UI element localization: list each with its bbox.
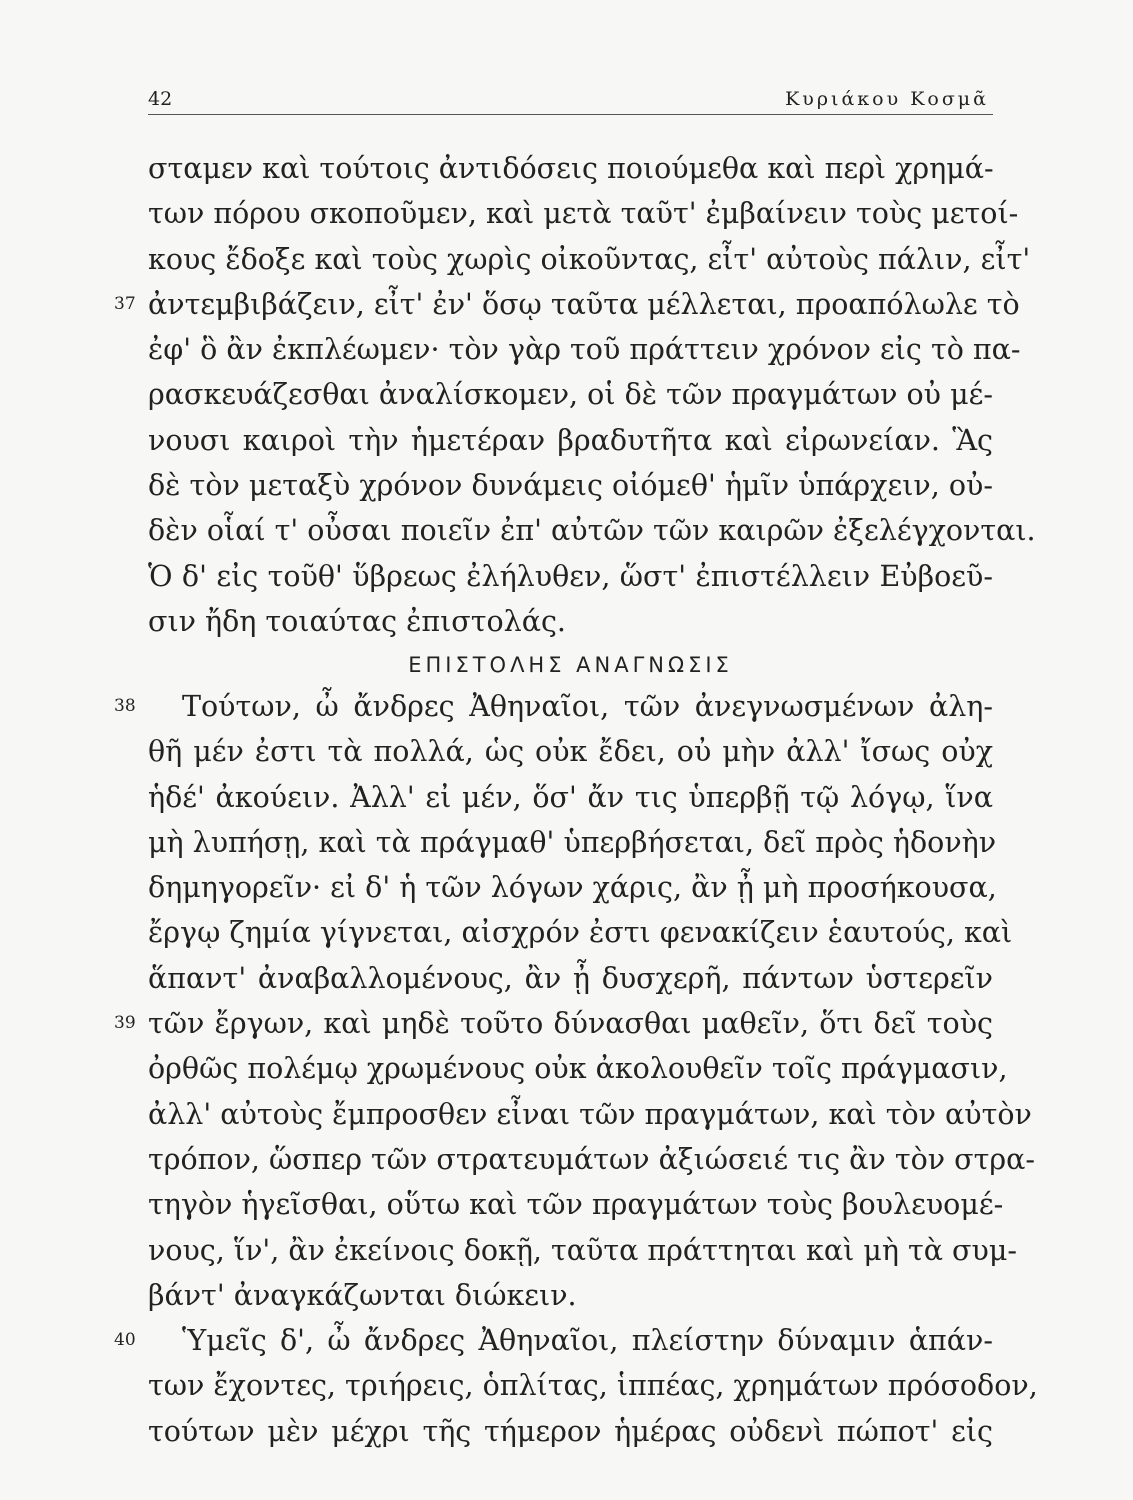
text-line: δημηγορεῖν· εἰ δ' ἡ τῶν λόγων χάρις, ἂν ᾖ μὴ προσήκουσα, <box>148 871 997 905</box>
text-line: ἀλλ' αὐτοὺς ἔμπροσθεν εἶναι τῶν πραγμάτων, καὶ τὸν αὐτὸν <box>148 1097 1032 1131</box>
text-line: των πόρου σκοποῦμεν, καὶ μετὰ ταῦτ' ἐμβαίνειν τοὺς μετοί- <box>148 197 1019 231</box>
text-line: ἔργῳ ζημία γίγνεται, αἰσχρόν ἐστι φενακίζειν ἑαυτούς, καὶ <box>148 916 1013 950</box>
text-line-wrapper <box>114 1001 993 1046</box>
text-line: νουσι καιροὶ τὴν ἡμετέραν βραδυτῆτα καὶ εἰρωνείαν. Ἃς <box>148 423 993 457</box>
text-line: ρασκευάζεσθαι ἀναλίσκομεν, οἱ δὲ τῶν πραγμάτων οὐ μέ- <box>148 378 993 412</box>
page-number: 42 <box>148 88 173 110</box>
text-line: ἀντεμβιβάζειν, εἶτ' ἐν' ὅσῳ ταῦτα μέλλεται, προαπόλωλε τὸ <box>148 287 1020 321</box>
margin-number: 37 <box>114 293 136 314</box>
text-line-wrapper <box>114 684 993 729</box>
text-line: τούτων μὲν μέχρι τῆς τήμερον ἡμέρας οὐδενὶ πώποτ' εἰς <box>148 1414 993 1448</box>
text-block-2 <box>114 684 1038 1454</box>
text-line: σταμεν καὶ τούτοις ἀντιδόσεις ποιούμεθα καὶ περὶ χρημά- <box>148 152 994 185</box>
text-line: δὲν οἷαί τ' οὖσαι ποιεῖν ἐπ' αὐτῶν τῶν καιρῶν ἐξελέγχονται. <box>148 514 1036 548</box>
text-line: βάντ' ἀναγκάζωνται διώκειν. <box>148 1278 577 1312</box>
text-line: ἡδέ' ἀκούειν. Ἀλλ' εἰ μέν, ὅσ' ἄν τις ὑπερβῇ τῷ λόγῳ, ἵνα <box>148 780 993 814</box>
text-line: τηγὸν ἡγεῖσθαι, οὕτω καὶ τῶν πραγμάτων τοὺς βουλευομέ- <box>148 1188 1004 1222</box>
text-line: σιν ἤδη τοιαύτας ἐπιστολάς. <box>148 604 566 638</box>
text-line: δὲ τὸν μεταξὺ χρόνον δυνάμεις οἰόμεθ' ἡμῖν ὑπάρχειν, οὐ- <box>148 469 993 503</box>
text-line: μὴ λυπήσῃ, καὶ τὰ πράγμαθ' ὑπερβήσεται, δεῖ πρὸς ἡδονὴν <box>148 825 997 859</box>
running-title: Κυριάκου Κοσμᾶ <box>785 88 989 110</box>
text-line: θῆ μέν ἐστι τὰ πολλά, ὡς οὐκ ἔδει, οὐ μὴν ἀλλ' ἴσως οὐχ <box>148 735 993 769</box>
text-line: Ὑμεῖς δ', ὦ ἄνδρες Ἀθηναῖοι, πλείστην δύναμιν ἁπάν- <box>182 1324 993 1358</box>
text-line-wrapper <box>114 1318 993 1363</box>
section-title: ΕΠΙΣΤΟΛΗΣ ΑΝΑΓΝΩΣΙΣ <box>408 653 733 677</box>
text-block-1 <box>114 146 1036 644</box>
text-line: νους, ἵν', ἂν ἐκείνοις δοκῇ, ταῦτα πράττηται καὶ μὴ τὰ συμ- <box>148 1233 1017 1267</box>
text-line: κους ἔδοξε καὶ τοὺς χωρὶς οἰκοῦντας, εἶτ' αὐτοὺς πάλιν, εἶτ' <box>148 242 1031 276</box>
text-line: των ἔχοντες, τριήρεις, ὁπλίτας, ἱππέας, χρημάτων πρόσοδον, <box>148 1369 1038 1403</box>
text-line: τῶν ἔργων, καὶ μηδὲ τοῦτο δύνασθαι μαθεῖν, ὅτι δεῖ τοὺς <box>148 1007 993 1041</box>
text-line: ἅπαντ' ἀναβαλλομένους, ἂν ᾖ δυσχερῆ, πάντων ὑστερεῖν <box>148 961 993 995</box>
text-line-wrapper <box>114 282 1020 327</box>
margin-number: 38 <box>114 696 136 716</box>
text-line: Τούτων, ὦ ἄνδρες Ἀθηναῖοι, τῶν ἀνεγνωσμένων ἀλη- <box>182 690 993 723</box>
text-line: Ὁ δ' εἰς τοῦθ' ὕβρεως ἐλήλυθεν, ὥστ' ἐπιστέλλειν Εὐβοεῦ- <box>148 559 993 593</box>
page-header <box>148 88 993 115</box>
margin-number: 39 <box>114 1013 136 1034</box>
margin-number: 40 <box>114 1330 136 1351</box>
text-line: ἐφ' ὃ ἂν ἐκπλέωμεν· τὸν γὰρ τοῦ πράττειν χρόνον εἰς τὸ πα- <box>148 333 1021 367</box>
text-line: ὀρθῶς πολέμῳ χρωμένους οὐκ ἀκολουθεῖν τοῖς πράγμασιν, <box>148 1052 1008 1086</box>
text-line: τρόπον, ὥσπερ τῶν στρατευμάτων ἀξιώσειέ τις ἂν τὸν στρα- <box>148 1142 1035 1176</box>
